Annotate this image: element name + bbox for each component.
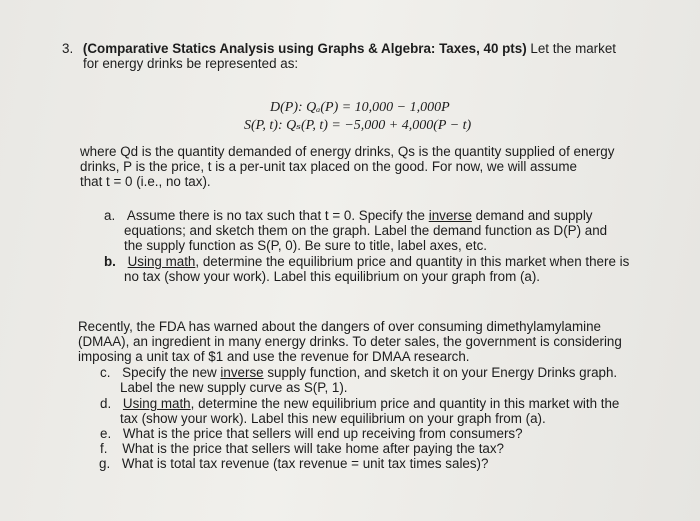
item-g (99, 456, 488, 471)
item-g-text: What is total tax revenue (tax revenue = unit tax times sales)? (121, 456, 489, 471)
item-b-line-2: no tax (show your work). Label this equilibrium on your graph from (a). (124, 269, 541, 284)
problem-number: 3. (62, 41, 74, 56)
supply-equation: S(P, t): Qₛ(P, t) = −5,000 + 4,000(P − t) (244, 118, 472, 133)
where-line-3: that t = 0 (i.e., no tax). (80, 174, 211, 189)
problem-heading (62, 41, 616, 56)
problem-title: (Comparative Statics Analysis using Graphs & Algebra: Taxes, 40 pts) (82, 41, 527, 56)
item-d-line-2: tax (show your work). Label this new equilibrium on your graph from (a). (120, 411, 546, 426)
item-c-underlined: inverse (220, 365, 264, 380)
item-e-letter: e. (100, 426, 112, 441)
item-a (104, 208, 593, 223)
item-d-text-post: , determine the new equilibrium price and quantity in this market with the (190, 396, 620, 411)
item-d (100, 396, 619, 411)
item-c (100, 365, 617, 380)
item-g-letter: g. (99, 456, 111, 471)
recently-line-1: Recently, the FDA has warned about the dangers of over consuming dimethylamylamine (78, 319, 602, 334)
problem-intro: for energy drinks be represented as: (83, 56, 299, 71)
item-c-text-pre: Specify the new (122, 365, 221, 380)
item-b (104, 254, 629, 269)
item-b-text-post: , determine the equilibrium price and quantity in this market when there is (195, 254, 630, 269)
item-a-underlined: inverse (428, 208, 472, 223)
item-e (100, 426, 523, 441)
item-f-letter: f. (100, 441, 108, 456)
recently-line-2: (DMAA), an ingredient in many energy drinks. To deter sales, the government is considering (78, 334, 622, 349)
item-a-text-pre: Assume there is no tax such that t = 0. Specify the (126, 208, 429, 223)
item-c-text-post: supply function, and sketch it on your Energy Drinks graph. (263, 365, 618, 380)
item-b-letter: b. (104, 254, 116, 269)
item-b-underlined: Using math (127, 254, 196, 269)
item-c-letter: c. (100, 365, 111, 380)
item-f-text: What is the price that sellers will take home after paying the tax? (122, 441, 505, 456)
problem-intro-tail: Let the market (526, 41, 616, 56)
where-line-2: drinks, P is the price, t is a per-unit tax placed on the good. For now, we will assume (80, 159, 577, 174)
recently-line-3: imposing a unit tax of $1 and use the revenue for DMAA research. (78, 349, 470, 364)
item-a-line-3: the supply function as S(P, 0). Be sure to title, label axes, etc. (124, 238, 487, 253)
item-c-line-2: Label the new supply curve as S(P, 1). (120, 380, 348, 395)
item-d-letter: d. (100, 396, 112, 411)
where-line-1: where Qd is the quantity demanded of energy drinks, Qs is the quantity supplied of energy (80, 144, 615, 159)
demand-equation: D(P): Qₐ(P) = 10,000 − 1,000P (270, 100, 450, 115)
item-a-text-post: demand and supply (471, 208, 593, 223)
item-f (100, 441, 504, 456)
item-a-letter: a. (104, 208, 116, 223)
item-d-underlined: Using math (122, 396, 191, 411)
item-a-line-2: equations; and sketch them on the graph. Label the demand function as D(P) and (124, 223, 608, 238)
item-e-text: What is the price that sellers will end up receiving from consumers? (122, 426, 523, 441)
